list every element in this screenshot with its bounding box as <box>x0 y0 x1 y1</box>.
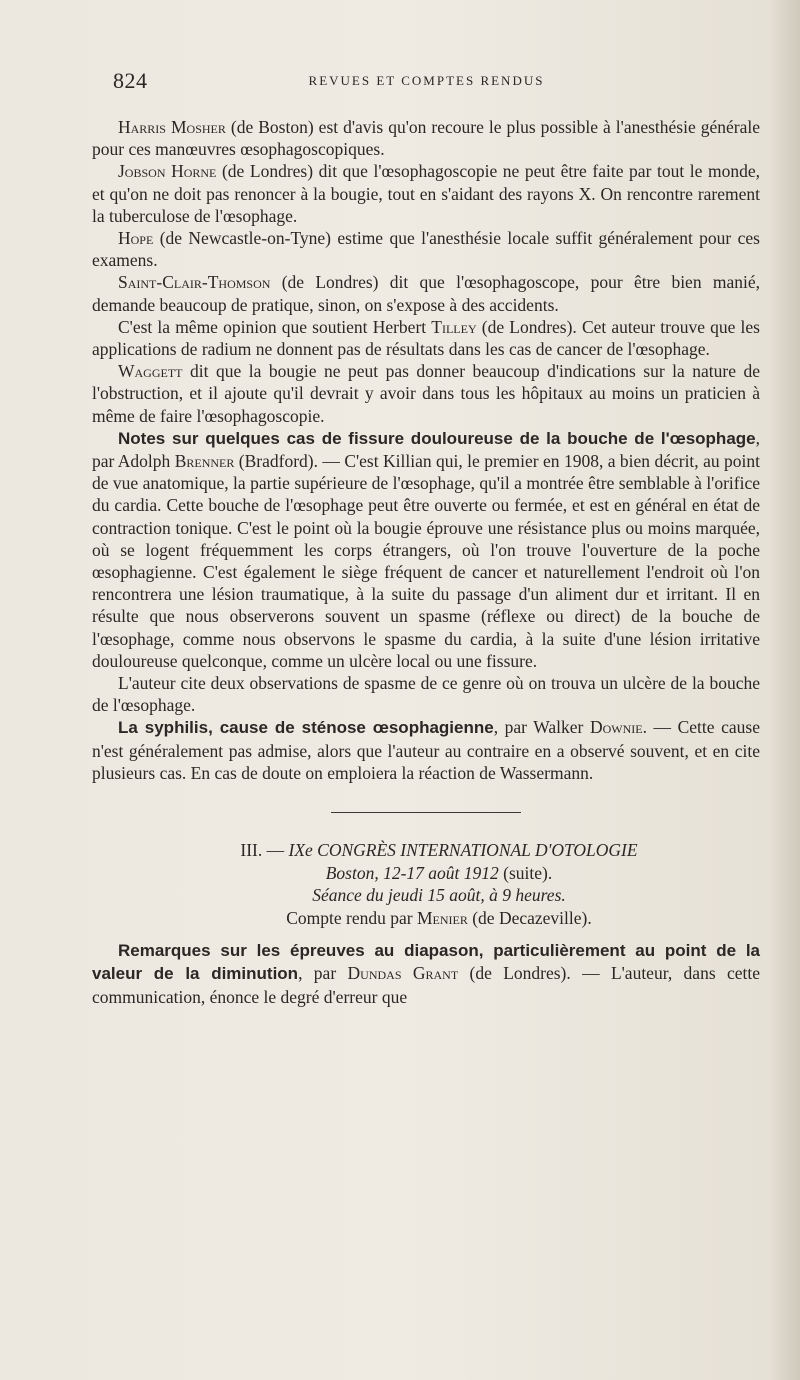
report-suffix: (de Decazeville). <box>467 907 592 928</box>
article-byline: , par Walker <box>493 717 590 738</box>
reporter-name: Menier <box>416 907 468 928</box>
paragraph-text: (de Londres) dit que l'œsophagoscope, pour être bien manié, demande beaucoup de pratique, sinon, on s'expose à des accidents. <box>92 272 760 315</box>
author-name: Brenner <box>174 451 235 472</box>
section-heading <box>92 839 760 862</box>
session-line: Séance du jeudi 15 août, à 9 heures. <box>312 885 566 906</box>
paragraph-text: (de Londres). Cet auteur trouve que les applications de radium ne donnent pas de résultats dans les cas de cancer de l'œsophage. <box>92 316 760 360</box>
article-byline: , par Adolph <box>92 427 760 472</box>
article-text: . — Cette cause n'est généralement pas admise, alors que l'auteur au contraire en a observé souvent, et en cite plusieurs cas. En cas de doute on emploiera la réaction de Wassermann. <box>92 717 760 783</box>
author-name: Tilley <box>431 316 477 337</box>
author-name: Hope <box>118 228 154 249</box>
paragraph-horne <box>92 160 760 227</box>
article-downie <box>92 716 760 784</box>
article-byline: , par <box>298 963 348 984</box>
section-title: IXe CONGRÈS INTERNATIONAL D'OTOLOGIE <box>288 840 638 861</box>
body-text <box>92 116 760 1008</box>
author-name: Saint-Clair-Thomson <box>118 272 271 293</box>
paragraph-hope <box>92 227 760 271</box>
paragraph-text: C'est la même opinion que soutient Herbert <box>118 316 432 337</box>
report-line <box>92 907 760 930</box>
article-title: Remarques sur les épreuves au diapason, particulièrement au point de la valeur de la diminution <box>92 941 760 984</box>
paragraph-mosher <box>92 116 760 160</box>
section-divider <box>331 812 521 813</box>
running-title: REVUES ET COMPTES RENDUS <box>308 73 545 88</box>
paragraph-text: (de Boston) est d'avis qu'on recoure le plus possible à l'anesthésie générale pour ces manœuvres œsophagoscopiques. <box>92 117 760 160</box>
article-text: (Bradford). — C'est Killian qui, le premier en 1908, a bien décrit, au point de vue anatomique, la partie supérieure de l'œsophage, qu'il a montrée être semblable à l'orifice du cardia. Cette bouche de l'œsophage peut être ouverte ou fermée, et est en général en état de contraction tonique. C'est le point où la bougie éprouve une résistance plus ou moins marquée, où se logent fréquemment les corps étrangers, où l'on trouve l'ouverture de la poche œsophagienne. C'est également le siège fréquent de cancer et naturellement l'endroit où l'on rencontrera une lésion traumatique, à la suite du passage d'un aliment dur et irritant. Il en résulte que nous observerons souvent un spasme (réflexe ou direct) de la bouche de l'œsophage, comme nous observons le spasme du cardia, à la suite d'une lésion irritative douloureuse quelconque, comme un ulcère local ou une fissure. <box>92 451 760 671</box>
paragraph-text: (de Londres) dit que l'œsophagoscopie ne peut être faite par tout le monde, et qu'on ne doit pas renoncer à la bougie, tout en s'aidant des rayons X. On rencontre rarement la tuberculose de l'œsophage. <box>92 161 760 226</box>
article-brenner <box>92 427 760 672</box>
article-brenner-paragraph-2: L'auteur cite deux observations de spasme de ce genre où on trouva un ulcère de la bouche de l'œsophage. <box>92 673 760 716</box>
paragraph-text: (de Newcastle-on-Tyne) estime que l'anesthésie locale suffit généralement pour ces examens. <box>92 228 760 271</box>
article-text: (de Londres). — L'auteur, dans cette communication, énonce le degré d'erreur que <box>92 963 761 1007</box>
article-title: La syphilis, cause de sténose œsophagienne <box>118 718 494 738</box>
section-numeral: III. — <box>240 840 289 861</box>
author-name: Harris Mosher <box>118 117 226 137</box>
report-prefix: Compte rendu par <box>286 907 417 928</box>
page-header <box>113 68 740 98</box>
section-place-date <box>92 862 760 885</box>
page-number: 824 <box>113 68 148 93</box>
paragraph-text: dit que la bougie ne peut pas donner beaucoup d'indications sur la nature de l'obstruction, et il ajoute qu'il devrait y avoir dans tous les hôpitaux au moins un praticien à même de faire l'œsophagoscopie. <box>92 361 760 426</box>
author-name: Jobson Horne <box>118 161 217 182</box>
author-name: Downie <box>589 717 643 738</box>
congress-place-date: Boston, 12-17 août 1912 <box>325 862 499 883</box>
article-grant <box>92 939 760 1008</box>
author-name: Waggett <box>118 361 183 382</box>
author-name: Dundas Grant <box>347 963 459 984</box>
congress-suite: (suite). <box>498 862 553 883</box>
article-title: Notes sur quelques cas de fissure douloureuse de la bouche de l'œsophage <box>118 428 756 448</box>
paragraph-thomson <box>92 271 760 315</box>
paragraph-waggett <box>92 360 760 427</box>
paragraph-tilley <box>92 316 760 360</box>
